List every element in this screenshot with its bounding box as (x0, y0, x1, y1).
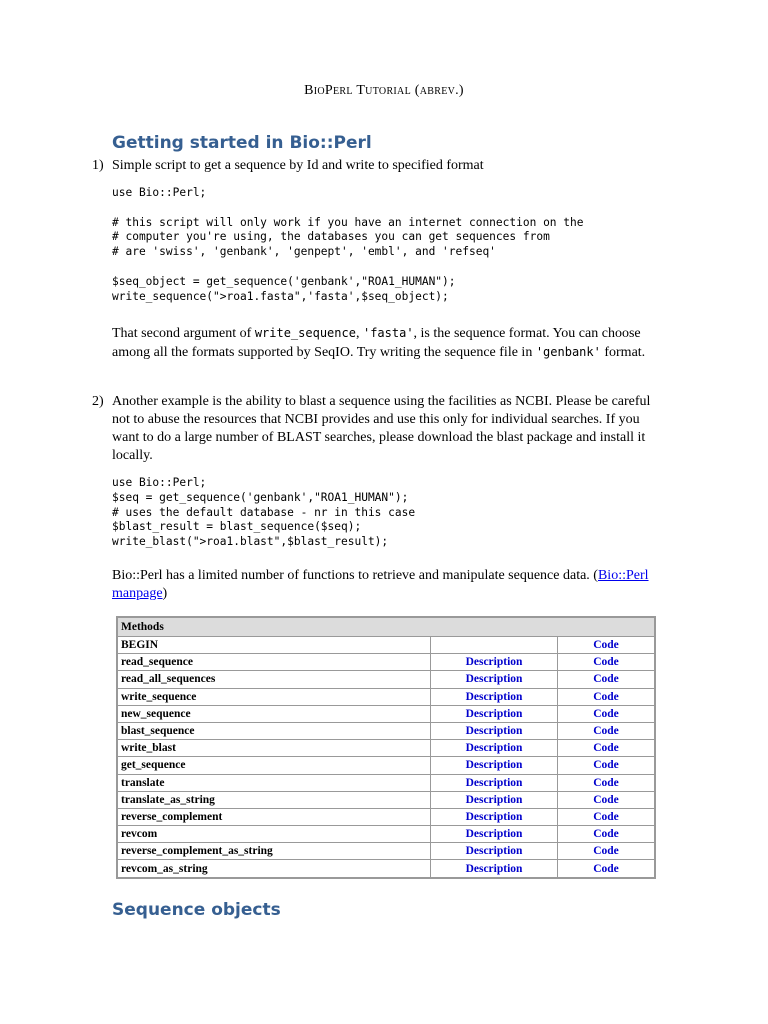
code-link[interactable]: Code (558, 774, 656, 791)
bioperl-manpage-link[interactable]: Bio::Perl manpage (112, 568, 649, 601)
method-name: BEGIN (117, 637, 431, 654)
code-link[interactable]: Code (558, 654, 656, 671)
code-link[interactable]: Code (558, 671, 656, 688)
table-row (117, 740, 655, 757)
method-name: read_all_sequences (117, 671, 431, 688)
inline-code-write-sequence: write_sequence (254, 326, 356, 340)
method-name: get_sequence (117, 757, 431, 774)
method-name: write_blast (117, 740, 431, 757)
item-2-text: Another example is the ability to blast a sequence using the facilities as NCBI. Please be careful not to abuse the resources that NCBI provides and use this only for individual searches. If you want to do a large number of BLAST searches, please download the blast package and install it locally. (112, 394, 651, 463)
note-text: format. (600, 345, 646, 360)
table-row (117, 826, 655, 843)
table-row (117, 671, 655, 688)
code-link[interactable]: Code (558, 757, 656, 774)
method-name: reverse_complement (117, 808, 431, 825)
method-name: blast_sequence (117, 722, 431, 739)
method-name: read_sequence (117, 654, 431, 671)
note-text: , (355, 326, 363, 341)
code-block-blast: use Bio::Perl; $seq = get_sequence('genbank',"ROA1_HUMAN"); # uses the default database - nr in this case $blast_result = blast_sequence($seq); write_blast(">roa1.blast",$blast_result); (112, 476, 416, 549)
table-row (117, 774, 655, 791)
code-link[interactable]: Code (558, 843, 656, 860)
method-name: new_sequence (117, 705, 431, 722)
table-row (117, 688, 655, 705)
code-link[interactable]: Code (558, 740, 656, 757)
description-link[interactable]: Description (431, 774, 558, 791)
table-row (117, 843, 655, 860)
code-block-get-sequence: use Bio::Perl; # this script will only work if you have an internet connection on the # computer you're using, the databases you can get sequences from # are 'swiss', 'genbank', 'genpept', 'embl', and 'refseq' $seq_object = get_sequence('genbank',"ROA1_HUMAN"); write_sequence(">roa1.fasta",'fasta',$seq_object); (112, 186, 584, 303)
method-name: reverse_complement_as_string (117, 843, 431, 860)
description-link[interactable]: Description (431, 826, 558, 843)
section-heading-sequence-objects: Sequence objects (112, 900, 281, 920)
table-row (117, 705, 655, 722)
description-link[interactable]: Description (431, 705, 558, 722)
item-1-number: 1) (92, 158, 104, 173)
table-row (117, 791, 655, 808)
description-link[interactable]: Description (431, 757, 558, 774)
method-name: write_sequence (117, 688, 431, 705)
table-row (117, 808, 655, 825)
note-text: , is the sequence format. You can choose among all the formats supported by SeqIO. Try writing the sequence file in (112, 326, 641, 360)
description-link[interactable]: Description (431, 654, 558, 671)
table-row (117, 637, 655, 654)
document-title: BioPerl Tutorial (abrev.) (304, 83, 464, 98)
method-name: translate_as_string (117, 791, 431, 808)
code-link[interactable]: Code (558, 860, 656, 878)
method-name: translate (117, 774, 431, 791)
inline-code-fasta: 'fasta' (362, 326, 414, 340)
code-link[interactable]: Code (558, 722, 656, 739)
description-link (431, 637, 558, 654)
method-name: revcom_as_string (117, 860, 431, 878)
description-link[interactable]: Description (431, 843, 558, 860)
table-row (117, 757, 655, 774)
methods-header: Methods (117, 617, 655, 637)
note-text: ) (162, 586, 168, 601)
item-2-note (112, 567, 657, 603)
methods-table (116, 616, 656, 879)
table-row (117, 722, 655, 739)
code-link[interactable]: Code (558, 637, 656, 654)
table-row (117, 654, 655, 671)
description-link[interactable]: Description (431, 688, 558, 705)
code-link[interactable]: Code (558, 705, 656, 722)
method-name: revcom (117, 826, 431, 843)
description-link[interactable]: Description (431, 860, 558, 878)
table-header-row (117, 617, 655, 637)
code-link[interactable]: Code (558, 826, 656, 843)
description-link[interactable]: Description (431, 740, 558, 757)
description-link[interactable]: Description (431, 722, 558, 739)
code-link[interactable]: Code (558, 688, 656, 705)
code-link[interactable]: Code (558, 808, 656, 825)
note-text: Bio::Perl has a limited number of functions to retrieve and manipulate sequence data. ( (112, 568, 598, 583)
item-2-number: 2) (92, 394, 104, 409)
table-row (117, 860, 655, 878)
note-text: That second argument of (112, 326, 255, 341)
section-heading-getting-started: Getting started in Bio::Perl (112, 133, 372, 153)
inline-code-genbank: 'genbank' (535, 345, 601, 359)
description-link[interactable]: Description (431, 808, 558, 825)
code-link[interactable]: Code (558, 791, 656, 808)
description-link[interactable]: Description (431, 791, 558, 808)
item-1-note (112, 324, 657, 362)
description-link[interactable]: Description (431, 671, 558, 688)
item-1-text: Simple script to get a sequence by Id and write to specified format (112, 158, 484, 173)
